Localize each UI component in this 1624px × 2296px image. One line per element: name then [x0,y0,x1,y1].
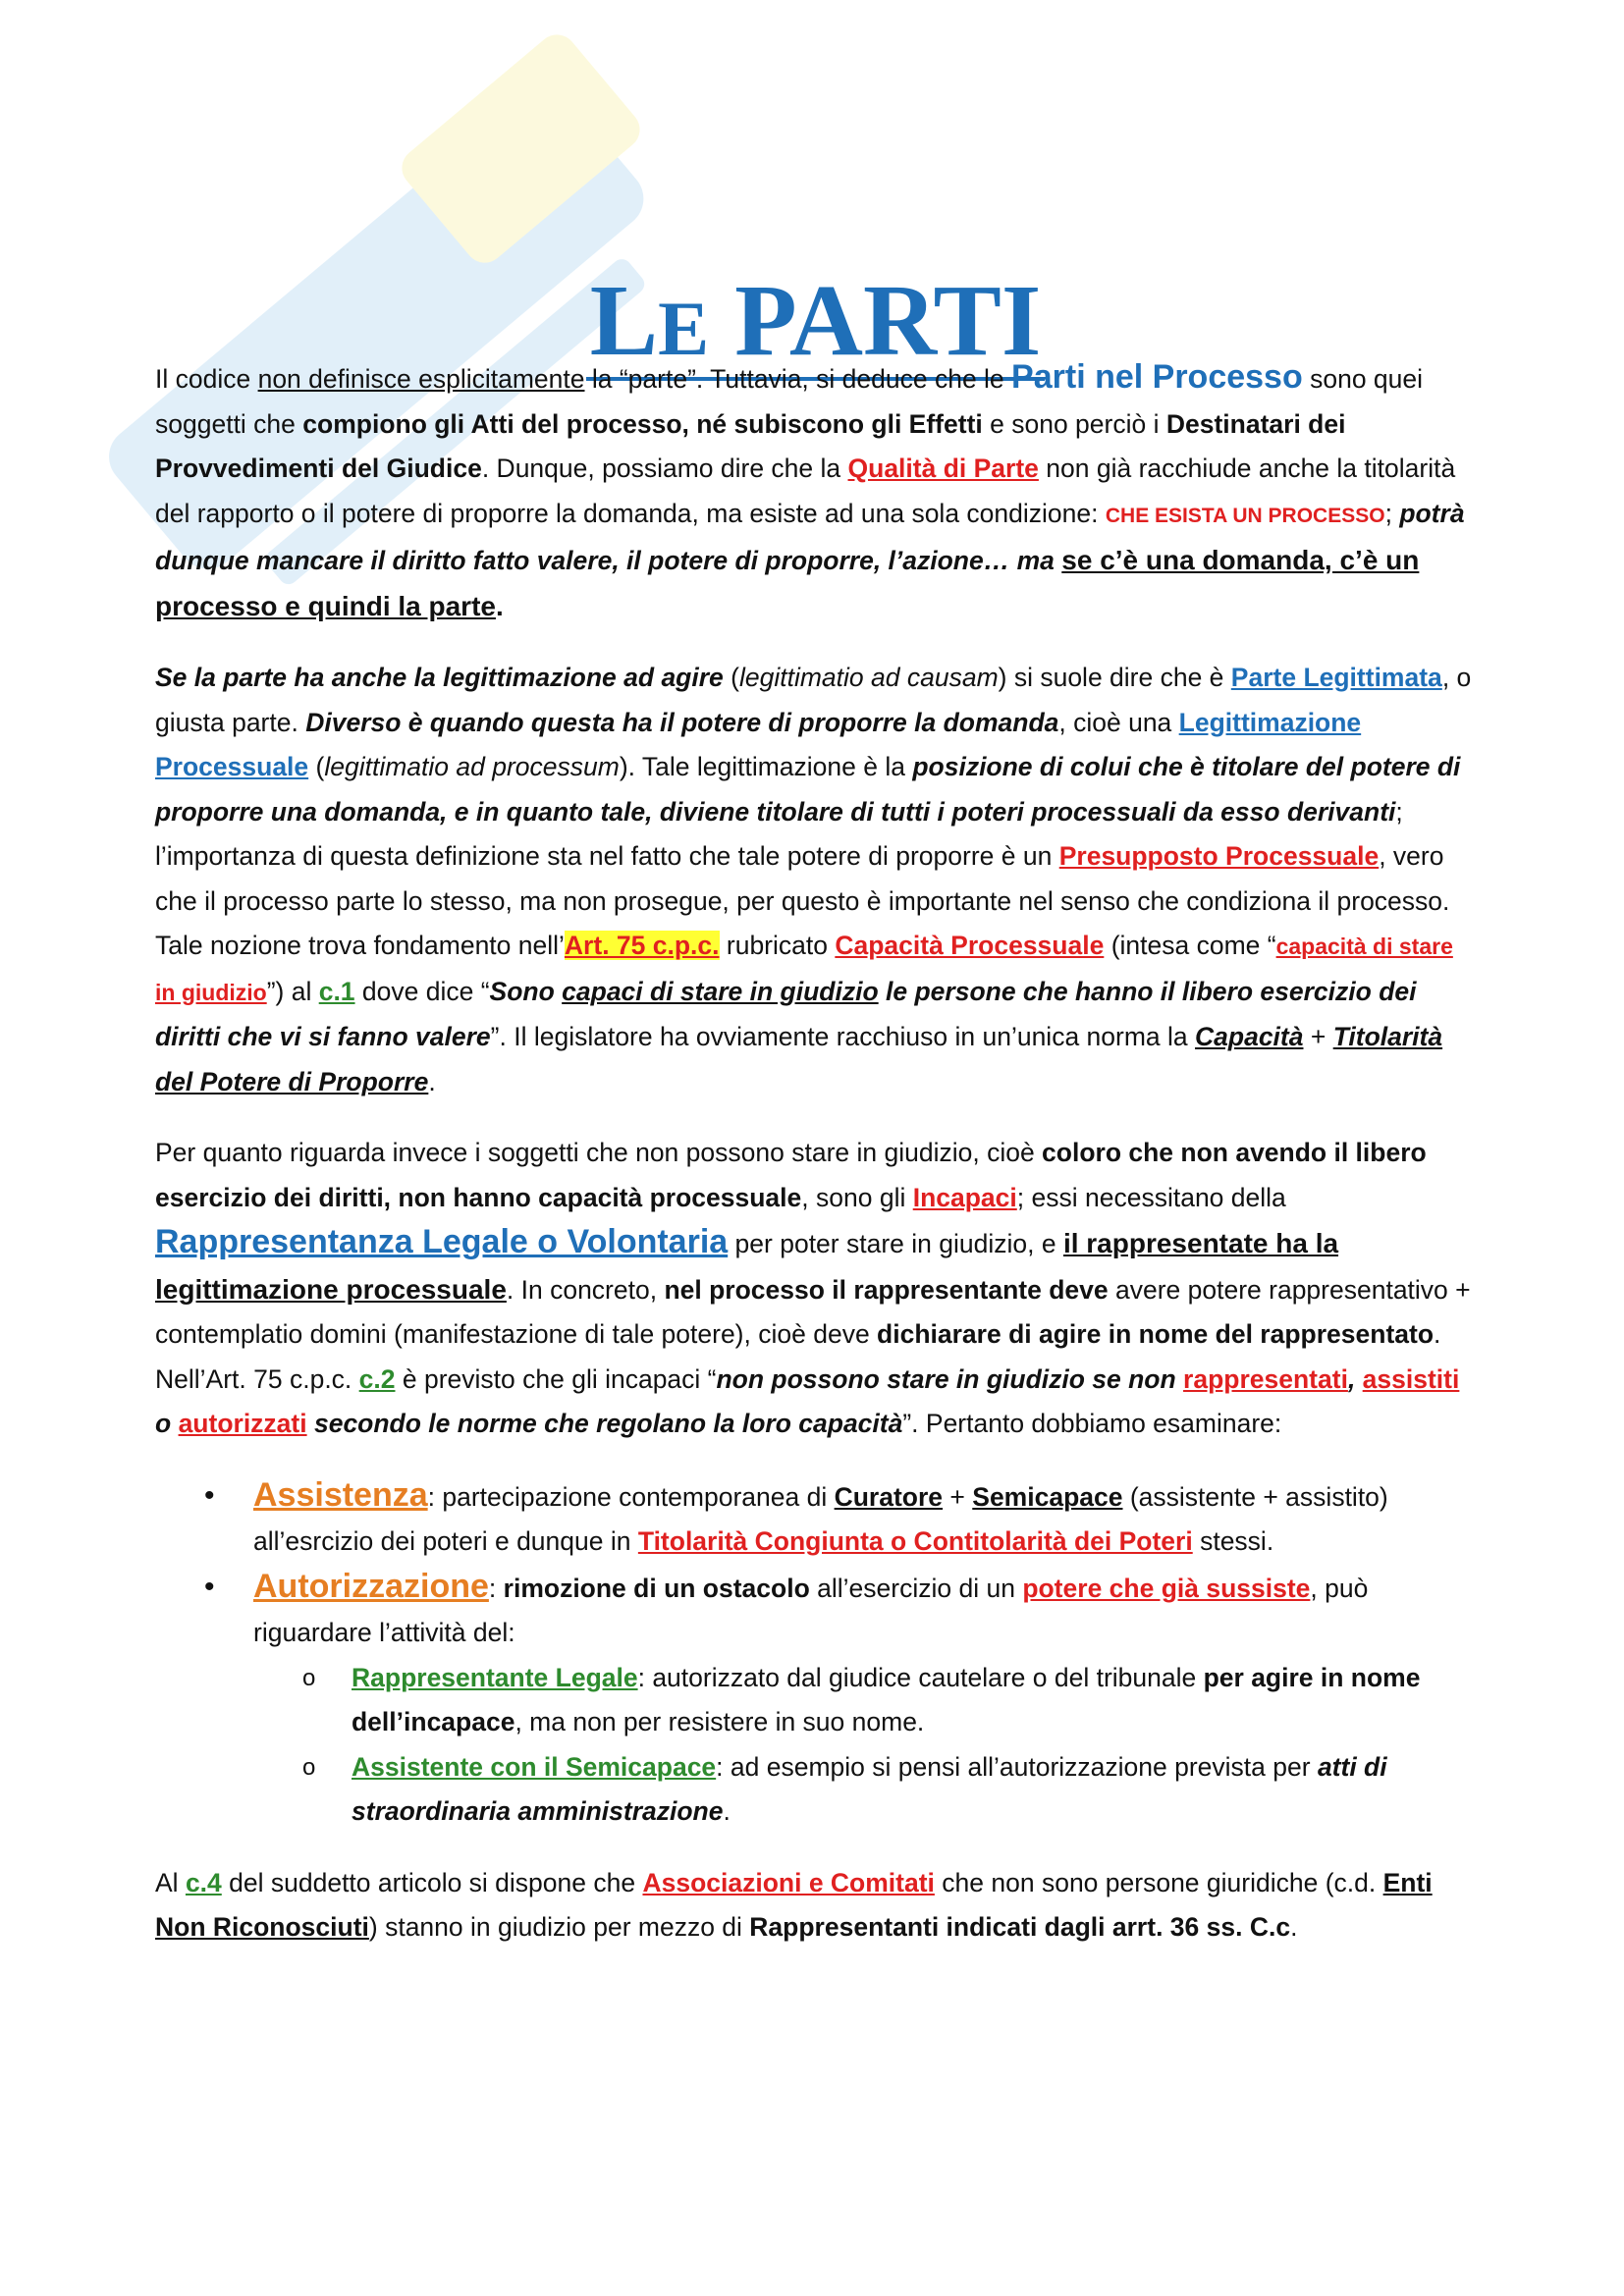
page-title: LE PARTI [155,265,1476,377]
list-item-assistente: o Assistente con il Semicapace: ad esempio si pensi all’autorizzazione prevista per atti di straordinaria amministrazione. [352,1745,1476,1835]
paragraph-incapaci: Per quanto riguarda invece i soggetti che non possono stare in giudizio, cioè coloro che non avendo il libero esercizio dei diritti, non hanno capacità processuale, sono gli Incapaci; essi necessitano della Rappresentanza Legale o Volontaria per poter stare in giudizio, e il rappresentate ha la legittimazione processuale. In concreto, nel processo il rappresentante deve avere potere rappresentativo + contemplatio domini (manifestazione di tale potere), cioè deve dichiarare di agire in nome del rappresentato. Nell’Art. 75 c.p.c. c.2 è previsto che gli incapaci “non possono stare in giudizio se non rappresentati, assistiti o autorizzati secondo le norme che regolano la loro capacità”. Pertanto dobbiamo esaminare: [155,1138,1471,1438]
paragraph-parti: Il codice non definisce esplicitamente la “parte”. Tuttavia, si deduce che le Parti nel Processo sono quei soggetti che compiono gli Atti del processo, né subiscono gli Effetti e sono perciò i Destinatari dei Provvedimenti del Giudice. Dunque, possiamo dire che la Qualità di Parte non già racchiude anche la titolarità del rapporto o il potere di proporre la domanda, ma esiste ad una sola condizione: CHE ESISTA UN PROCESSO; potrà dunque mancare il diritto fatto valere, il potere di proporre, l’azione… ma se c’è una domanda, c’è un processo e quindi la parte. [155,358,1465,621]
sublist-autorizzazione [253,1656,1476,1835]
paragraph-legittimazione: Se la parte ha anche la legittimazione ad agire (legittimatio ad causam) si suole dire che è Parte Legittimata, o giusta parte. Diverso è quando questa ha il potere di proporre la domanda, cioè una Legittimazione Processuale (legittimatio ad processum). Tale legittimazione è la posizione di colui che è titolare del potere di proporre una domanda, e in quanto tale, diviene titolare di tutti i poteri processuali da esso derivanti; l’importanza di questa definizione sta nel fatto che tale potere di proporre è un Presupposto Processuale, vero che il processo parte lo stesso, ma non prosegue, per questo è importante nel senso che condiziona il processo. Tale nozione trova fondamento nell’Art. 75 c.p.c. rubricato Capacità Processuale (intesa come “capacità di stare in giudizio”) al c.1 dove dice “Sono capaci di stare in giudizio le persone che hanno il libero esercizio dei diritti che vi si fanno valere”. Il legislatore ha ovviamente racchiuso in un’unica norma la Capacità + Titolarità del Potere di Proporre. [155,663,1472,1096]
paragraph-associazioni: Al c.4 del suddetto articolo si dispone che Associazioni e Comitati che non sono persone giuridiche (c.d. Enti Non Riconosciuti) stanno in giudizio per mezzo di Rappresentanti indicati dagli arrt. 36 ss. C.c. [155,1867,1433,1942]
list-capacita [155,1473,1476,1835]
list-item-autorizzazione: • Autorizzazione: rimozione di un ostacolo all’esercizio di un potere che già sussiste, può riguardare l’attività del: o Rappresentante Legale: autorizzato dal giudice cautelare o del tribunale per agire in nome dell’incapace, ma non per resistere in suo nome. o Assistente con il Semicapace: ad esempio si pensi all’autorizzazione prevista per atti di straordinaria amministrazione. [253,1565,1476,1835]
list-item-rappresentante-legale: o Rappresentante Legale: autorizzato dal giudice cautelare o del tribunale per agire in nome dell’incapace, ma non per resistere in suo nome. [352,1656,1476,1745]
list-item-assistenza: • Assistenza: partecipazione contemporanea di Curatore + Semicapace (assistente + assistito) all’esrcizio dei poteri e dunque in Titolarità Congiunta o Contitolarità dei Poteri stessi. [253,1473,1476,1565]
